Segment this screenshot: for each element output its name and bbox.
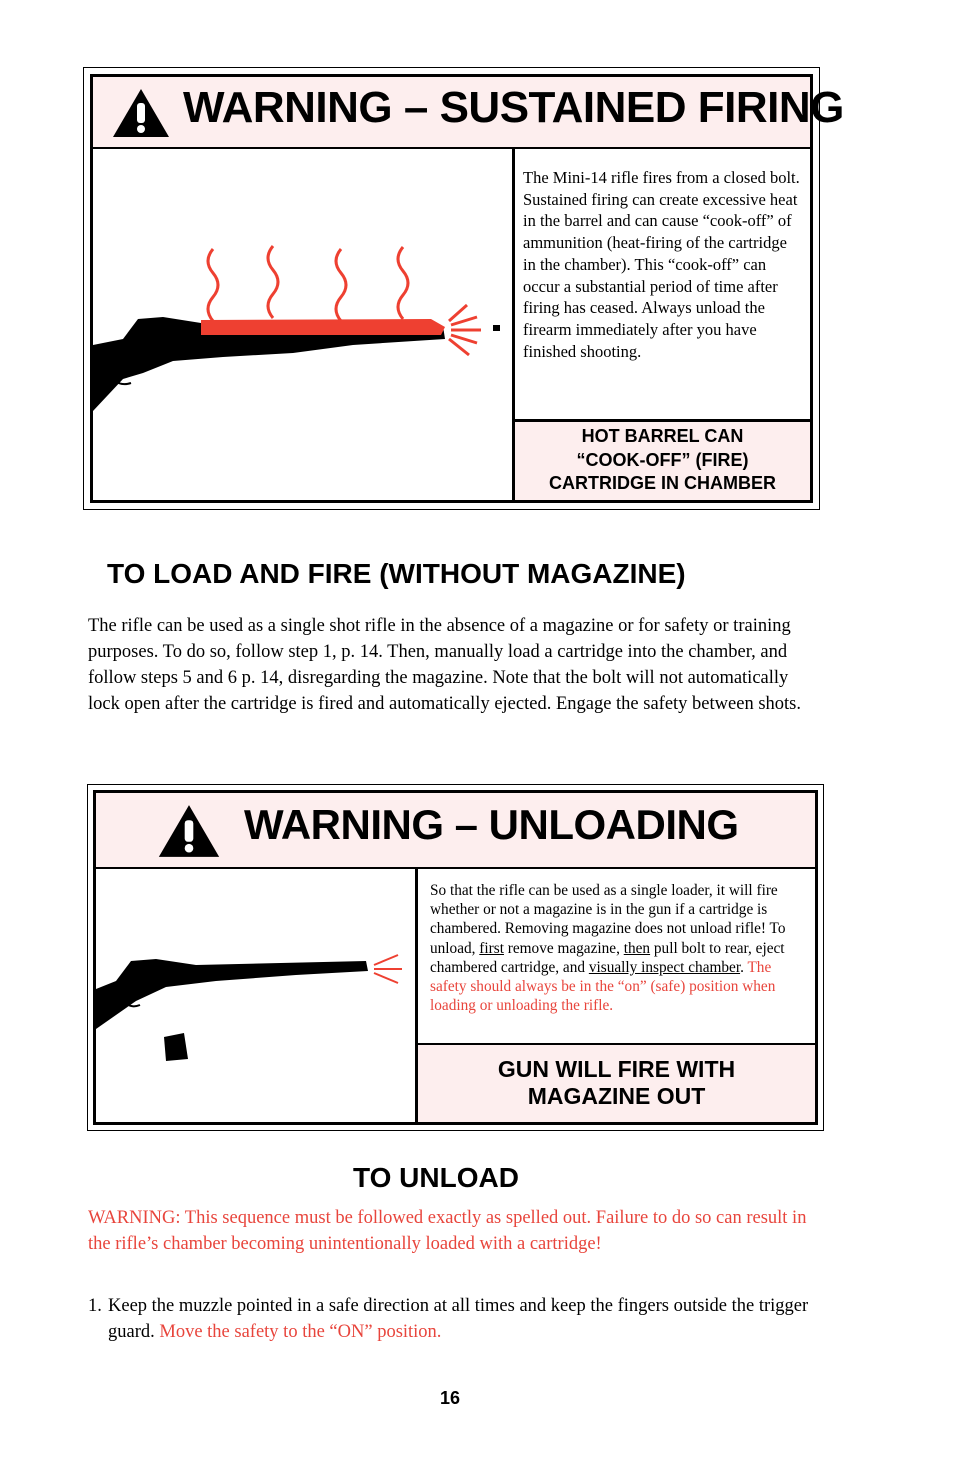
sustained-firing-description: The Mini-14 rifle fires from a closed bolt. Sustained firing can create excessive heat in the barrel and can cause “cook-off” of ammunition (heat-firing of the cartridge in the chamber). This “cook-off” can occur a substantial period of time after firing has ceased. Always unload the firearm immediately after you have finished shooting. <box>523 168 800 361</box>
magazine-out-callout <box>418 1043 815 1122</box>
unloading-warning-box <box>87 784 824 1131</box>
warning-header <box>96 793 815 869</box>
warning-header <box>93 77 844 149</box>
callout-line: GUN WILL FIRE WITH <box>497 1056 736 1082</box>
hot-barrel-rifle-illustration <box>93 149 512 437</box>
desc-text: remove magazine, <box>503 939 624 957</box>
desc-text: pull bolt to rear, eject chambered cartridge, and <box>430 939 785 976</box>
callout-line: HOT BARREL CAN <box>581 426 744 446</box>
rifle-without-magazine-illustration <box>96 869 415 1124</box>
callout-line: “COOK-OFF” (FIRE) <box>576 449 749 470</box>
step-instruction: Keep the muzzle pointed in a safe direction at all times and keep the fingers outside the trigger guard. <box>108 1296 809 1342</box>
unload-warning-paragraph <box>88 1205 818 1257</box>
unload-heading: TO UNLOAD <box>353 1162 519 1193</box>
warning-title: WARNING – SUSTAINED FIRING <box>183 83 844 132</box>
load-fire-heading: TO LOAD AND FIRE (WITHOUT MAGAZINE) <box>107 558 686 589</box>
callout-line: MAGAZINE OUT <box>527 1083 706 1109</box>
warning-box-frame <box>93 790 818 1125</box>
warning-triangle-icon <box>111 87 171 139</box>
desc-safety-note: The safety should always be in the “on” (safe) position when loading or unloading the rifle. <box>430 958 776 1015</box>
warning-text: This sequence must be followed exactly as spelled out. Failure to do so can result in the rifle’s chamber becoming unintentionally loaded with a cartridge! <box>88 1208 807 1254</box>
hot-barrel-callout <box>515 419 810 500</box>
step-number: 1. <box>88 1296 102 1316</box>
unloading-description <box>430 881 805 1015</box>
callout-line: CARTRIDGE IN CHAMBER <box>549 473 776 493</box>
step-safety-instruction: Move the safety to the “ON” position. <box>159 1322 442 1342</box>
warning-triangle-icon <box>156 803 222 859</box>
desc-text: . <box>740 958 748 976</box>
warning-label: WARNING: <box>88 1208 181 1228</box>
page-number: 16 <box>439 1388 461 1408</box>
desc-underlined: first <box>479 939 504 957</box>
warning-box-frame <box>90 74 844 503</box>
desc-underlined: visually inspect chamber <box>588 958 741 976</box>
load-fire-paragraph: The rifle can be used as a single shot rifle in the absence of a magazine or for safety or training purposes. To do so, follow step 1, p. 14. Then, manually load a cartridge into the chamber, and follow steps 5 and 6 p. 14, disregarding the magazine. Note that the bolt will not automatically lock open after the cartridge is fired and automatically ejected. Engage the safety between shots. <box>88 616 801 714</box>
desc-underlined: then <box>623 939 651 957</box>
sustained-firing-warning-box <box>83 67 844 510</box>
desc-text: So that the rifle can be used as a single loader, it will fire whether or not a magazine is in the gun if a cartridge is chambered. Removing magazine does not unload rifle! To unload, <box>430 882 786 957</box>
warning-title: WARNING – UNLOADING <box>244 801 739 848</box>
step-text <box>88 1293 818 1345</box>
unload-step-1 <box>88 1293 818 1345</box>
